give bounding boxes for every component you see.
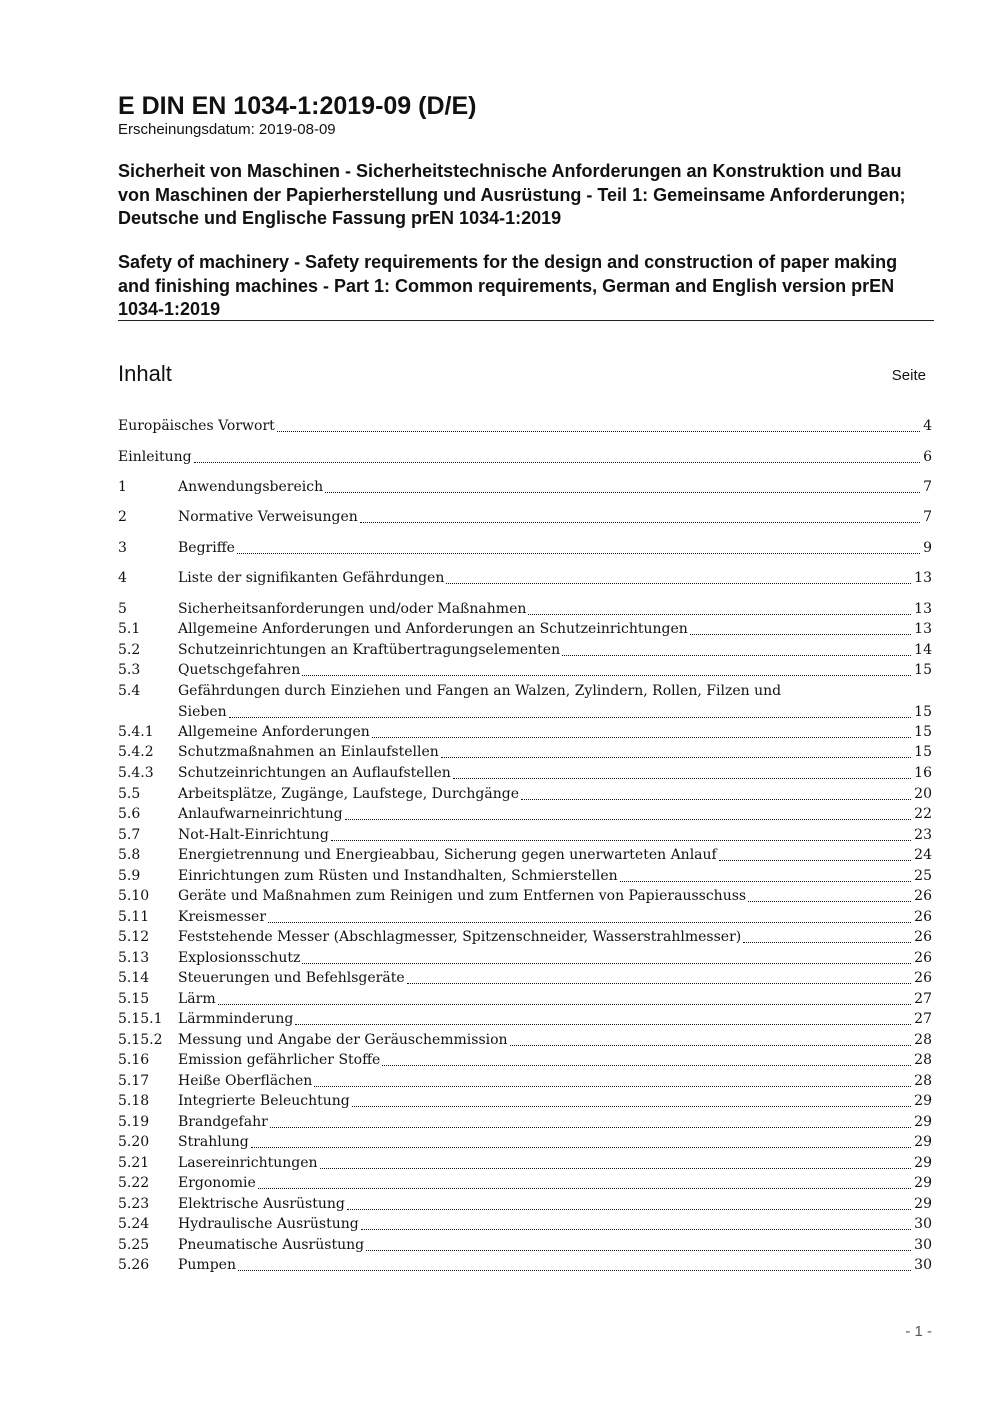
toc-entry-title: Schutzeinrichtungen an Auflaufstellen [178, 765, 451, 781]
toc-entry-number: 5.11 [118, 909, 150, 925]
toc-entry-number: 5.4 [118, 683, 141, 699]
toc-entry-page: 15 [914, 724, 932, 740]
toc-entry-title: Allgemeine Anforderungen [178, 724, 370, 740]
toc-entry-number: 5.9 [118, 868, 141, 884]
toc-entry-title: Europäisches Vorwort [118, 418, 275, 434]
toc-entry-page: 29 [914, 1175, 932, 1191]
toc-entry-number: 5.18 [118, 1093, 150, 1109]
toc-entry-title: Sicherheitsanforderungen und/oder Maßnahmen [178, 601, 527, 617]
toc-entry[interactable] [118, 507, 932, 528]
toc-entry-page: 27 [914, 1011, 932, 1027]
toc-entry-number: 5.19 [118, 1114, 150, 1130]
toc-entry-title: Schutzeinrichtungen an Kraftübertragungselementen [178, 642, 561, 658]
toc-entry[interactable] [118, 681, 932, 702]
toc-heading: Inhalt [118, 361, 172, 386]
toc-entry-number: 2 [118, 509, 127, 525]
toc-page-column-label: Seite [891, 367, 926, 384]
toc-entry[interactable] [118, 599, 932, 620]
dot-leader [743, 927, 911, 943]
toc-entry-page: 9 [923, 540, 932, 556]
toc-entry-number: 5.5 [118, 786, 141, 802]
toc-entry[interactable] [118, 845, 932, 866]
toc-entry-number: 5.4.3 [118, 765, 154, 781]
toc-entry[interactable] [118, 1132, 932, 1153]
dot-leader [620, 866, 911, 882]
toc-entry-page: 26 [914, 929, 932, 945]
toc-entry-number: 5.24 [118, 1216, 150, 1232]
dot-leader [453, 763, 911, 779]
toc-entry[interactable] [118, 447, 932, 468]
toc-entry-page: 30 [914, 1216, 932, 1232]
toc-entry-page: 14 [914, 642, 932, 658]
document-id: E DIN EN 1034-1:2019-09 (D/E) [118, 92, 477, 120]
toc-entry-page: 29 [914, 1114, 932, 1130]
toc-entry-number: 5.15.2 [118, 1032, 163, 1048]
toc-entry-title: Steuerungen und Befehlsgeräte [178, 970, 405, 986]
toc-entry[interactable] [118, 722, 932, 743]
toc-entry[interactable] [118, 538, 932, 559]
toc-entry-title: Pumpen [178, 1257, 236, 1273]
toc-entry-page: 6 [923, 449, 932, 465]
dot-leader [251, 1132, 911, 1148]
toc-entry-title: Integrierte Beleuchtung [178, 1093, 350, 1109]
dot-leader [441, 742, 911, 758]
toc-entry-page: 26 [914, 888, 932, 904]
toc-entry-number: 5 [118, 601, 127, 617]
toc-entry-title: Feststehende Messer (Abschlagmesser, Spitzenschneider, Wasserstrahlmesser) [178, 929, 742, 945]
toc-entry-page: 26 [914, 970, 932, 986]
toc-entry-page: 29 [914, 1196, 932, 1212]
toc-entry-page: 23 [914, 827, 932, 843]
dot-leader [719, 845, 911, 861]
toc-entry-title: Kreismesser [178, 909, 267, 925]
toc-entry-page: 29 [914, 1093, 932, 1109]
toc-entry-title: Lasereinrichtungen [178, 1155, 318, 1171]
toc-entry-title: Lärmminderung [178, 1011, 294, 1027]
toc-entry-page: 13 [914, 601, 932, 617]
toc-entry-number: 4 [118, 570, 127, 586]
toc-entry[interactable] [118, 1112, 932, 1133]
toc-entry[interactable] [118, 804, 932, 825]
dot-leader [446, 568, 911, 584]
toc-entry-number: 5.22 [118, 1175, 150, 1191]
toc-entry-number: 3 [118, 540, 127, 556]
dot-leader [238, 1255, 911, 1271]
toc-entry[interactable] [118, 1173, 932, 1194]
toc-entry-number: 5.10 [118, 888, 150, 904]
toc-entry-page: 16 [914, 765, 932, 781]
dot-leader [268, 907, 911, 923]
toc-entry-continuation[interactable] [118, 702, 932, 723]
toc-entry-number: 5.21 [118, 1155, 150, 1171]
toc-entry[interactable] [118, 825, 932, 846]
dot-leader [258, 1173, 911, 1189]
dot-leader [347, 1194, 911, 1210]
dot-leader [295, 1009, 911, 1025]
toc-entry-page: 15 [914, 744, 932, 760]
dot-leader [510, 1030, 912, 1046]
dot-leader [320, 1153, 912, 1169]
toc-entry[interactable] [118, 866, 932, 887]
toc-entry[interactable] [118, 784, 932, 805]
title-german: Sicherheit von Maschinen - Sicherheitstechnische Anforderungen an Konstruktion und Bau von Maschinen der Papierherstellung und Ausrüstung - Teil 1: Gemeinsame Anforderungen; Deutsche und Englische Fassung prEN 1034-1:2019 [118, 161, 906, 228]
toc-entry-title: Not-Halt-Einrichtung [178, 827, 329, 843]
toc-entry-number: 5.25 [118, 1237, 150, 1253]
toc-entry-title: Ergonomie [178, 1175, 256, 1191]
toc-entry-page: 15 [914, 662, 932, 678]
dot-leader [331, 825, 911, 841]
toc-entry-title: Gefährdungen durch Einziehen und Fangen an Walzen, Zylindern, Rollen, Filzen und [178, 683, 782, 699]
toc-entry-title: Liste der signifikanten Gefährdungen [178, 570, 445, 586]
toc-entry-number: 5.1 [118, 621, 141, 637]
toc-entry-page: 28 [914, 1073, 932, 1089]
toc-entry[interactable] [118, 763, 932, 784]
dot-leader [748, 886, 911, 902]
toc-entry-title: Emission gefährlicher Stoffe [178, 1052, 381, 1068]
toc-entry-page: 15 [914, 704, 932, 720]
toc-entry-title: Normative Verweisungen [178, 509, 358, 525]
toc-entry[interactable] [118, 1009, 932, 1030]
toc-entry-number: 5.14 [118, 970, 150, 986]
toc-entry-title: Brandgefahr [178, 1114, 268, 1130]
toc-entry-title: Elektrische Ausrüstung [178, 1196, 345, 1212]
toc-entry-number: 5.2 [118, 642, 141, 658]
toc-entry[interactable] [118, 416, 932, 437]
toc-entry-page: 30 [914, 1257, 932, 1273]
toc-entry-page: 25 [914, 868, 932, 884]
toc-entry-page: 7 [923, 509, 932, 525]
toc-entry-title: Anwendungsbereich [178, 479, 324, 495]
dot-leader [302, 948, 911, 964]
toc-entry-number: 5.3 [118, 662, 141, 678]
toc-entry[interactable] [118, 886, 932, 907]
title-english: Safety of machinery - Safety requirements for the design and construction of paper making and finishing machines - Part 1: Common requirements, German and English version prEN 1034-1:2019 [118, 252, 898, 319]
toc-entry[interactable] [118, 1153, 932, 1174]
dot-leader [302, 660, 911, 676]
toc-entry-title: Messung und Angabe der Geräuschemmission [178, 1032, 508, 1048]
dot-leader [218, 989, 912, 1005]
toc-entry[interactable] [118, 1091, 932, 1112]
toc-entry-title: Lärm [178, 991, 216, 1007]
toc-entry-number: 5.8 [118, 847, 141, 863]
toc-entry[interactable] [118, 907, 932, 928]
dot-leader [277, 416, 920, 432]
toc-entry-page: 13 [914, 570, 932, 586]
toc-entry[interactable] [118, 568, 932, 589]
toc-entry[interactable] [118, 1071, 932, 1092]
dot-leader [237, 538, 920, 554]
dot-leader [366, 1235, 911, 1251]
toc-entry[interactable] [118, 1235, 932, 1256]
toc-entry-number: 5.4.2 [118, 744, 154, 760]
toc-entry[interactable] [118, 640, 932, 661]
toc-entry-title: Schutzmaßnahmen an Einlaufstellen [178, 744, 439, 760]
dot-leader [229, 702, 912, 718]
toc-entry-title: Quetschgefahren [178, 662, 301, 678]
dot-leader [690, 619, 911, 635]
toc-entry-title: Explosionsschutz [178, 950, 301, 966]
dot-leader [270, 1112, 911, 1128]
toc-entry-page: 28 [914, 1032, 932, 1048]
dot-leader [345, 804, 912, 820]
toc-entry-title: Geräte und Maßnahmen zum Reinigen und zum Entfernen von Papierausschuss [178, 888, 747, 904]
toc-entry[interactable] [118, 1050, 932, 1071]
publication-date: Erscheinungsdatum: 2019-08-09 [118, 121, 336, 138]
toc-entry[interactable] [118, 1030, 932, 1051]
toc-entry-page: 26 [914, 909, 932, 925]
toc-entry[interactable] [118, 660, 932, 681]
toc-entry-page: 22 [914, 806, 932, 822]
toc-entry-number: 1 [118, 479, 127, 495]
toc-entry-number: 5.15.1 [118, 1011, 163, 1027]
toc-entry-page: 26 [914, 950, 932, 966]
dot-leader [407, 968, 912, 984]
dot-leader [528, 599, 911, 615]
toc-entry-title: Begriffe [178, 540, 235, 556]
dot-leader [361, 1214, 911, 1230]
toc-entry-page: 20 [914, 786, 932, 802]
toc-entry[interactable] [118, 1255, 932, 1276]
dot-leader [314, 1071, 911, 1087]
toc-entry-title: Pneumatische Ausrüstung [178, 1237, 365, 1253]
toc-entry-number: 5.17 [118, 1073, 150, 1089]
toc-entry[interactable] [118, 1214, 932, 1235]
toc-entry-title: Arbeitsplätze, Zugänge, Laufstege, Durchgänge [178, 786, 519, 802]
toc-entry-title: Heiße Oberflächen [178, 1073, 313, 1089]
toc-entry-page: 27 [914, 991, 932, 1007]
toc-entry-title: Einleitung [118, 449, 192, 465]
toc-entry-number: 5.20 [118, 1134, 150, 1150]
toc-entry-page: 29 [914, 1155, 932, 1171]
toc-entry[interactable] [118, 477, 932, 498]
header-divider [118, 320, 934, 321]
toc-entry-title: Einrichtungen zum Rüsten und Instandhalten, Schmierstellen [178, 868, 618, 884]
toc-entry-number: 5.6 [118, 806, 141, 822]
toc-entry-number: 5.26 [118, 1257, 150, 1273]
dot-leader [372, 722, 911, 738]
dot-leader [382, 1050, 911, 1066]
toc-entry-title: Strahlung [178, 1134, 249, 1150]
toc-entry[interactable] [118, 1194, 932, 1215]
toc-entry-title: Energietrennung und Energieabbau, Sicherung gegen unerwarteten Anlauf [178, 847, 717, 863]
toc-entry-page: 7 [923, 479, 932, 495]
dot-leader [521, 784, 911, 800]
dot-leader [360, 507, 920, 523]
toc-entry-title: Allgemeine Anforderungen und Anforderungen an Schutzeinrichtungen [178, 621, 688, 637]
toc-entry[interactable] [118, 948, 932, 969]
toc-entry-page: 4 [923, 418, 932, 434]
toc-entry-number: 5.15 [118, 991, 150, 1007]
toc-entry-title: Anlaufwarneinrichtung [178, 806, 343, 822]
toc-entry[interactable] [118, 619, 932, 640]
toc-entry-number: 5.7 [118, 827, 141, 843]
toc-entry[interactable] [118, 742, 932, 763]
toc-entry[interactable] [118, 989, 932, 1010]
page-number: - 1 - [905, 1323, 932, 1340]
toc-entry[interactable] [118, 927, 932, 948]
toc-entry-page: 13 [914, 621, 932, 637]
toc-entry-title: Hydraulische Ausrüstung [178, 1216, 359, 1232]
toc-entry-number: 5.4.1 [118, 724, 154, 740]
toc-entry-page: 28 [914, 1052, 932, 1068]
toc-entry-number: 5.23 [118, 1196, 150, 1212]
dot-leader [325, 477, 920, 493]
dot-leader [194, 447, 921, 463]
toc-entry-number: 5.13 [118, 950, 150, 966]
toc-entry-number: 5.12 [118, 929, 150, 945]
toc-entry-number: 5.16 [118, 1052, 150, 1068]
dot-leader [352, 1091, 911, 1107]
toc-entry[interactable] [118, 968, 932, 989]
toc-entry-title-cont: Sieben [178, 704, 227, 720]
toc-entry-page: 30 [914, 1237, 932, 1253]
toc-entry-page: 24 [914, 847, 932, 863]
toc-entry-page: 29 [914, 1134, 932, 1150]
dot-leader [562, 640, 911, 656]
